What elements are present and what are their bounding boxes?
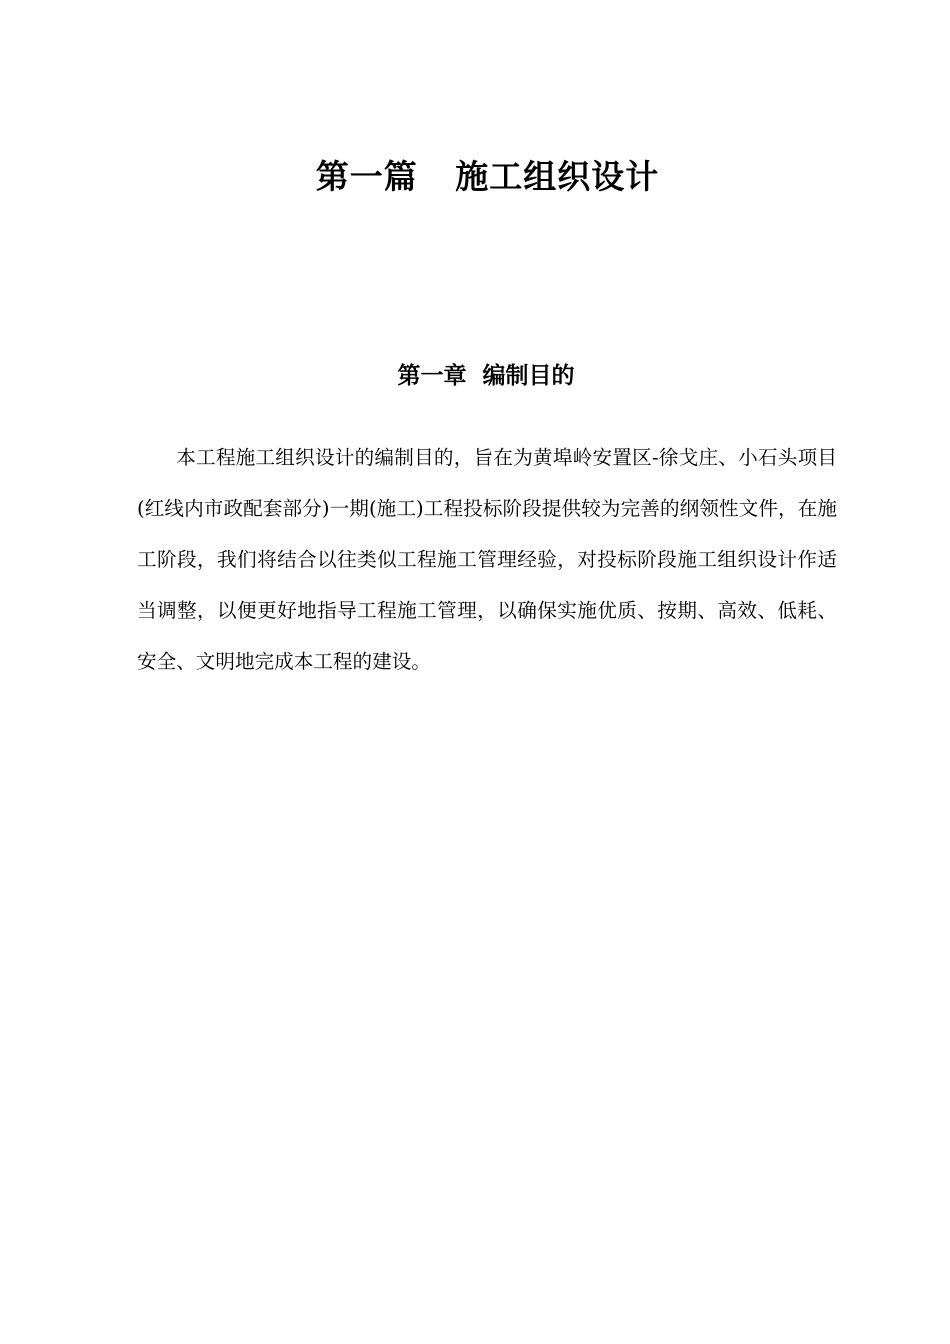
body-paragraph: 本工程施工组织设计的编制目的，旨在为黄埠岭安置区-徐戈庄、小石头项目(红线内市政配套部分)一期(施工)工程投标阶段提供较为完善的纲领性文件，在施工阶段，我们将结合以往类似工程施工管理经验，对投标阶段施工组织设计作适当调整，以便更好地指导工程施工管理，以确保实施优质、按期、高效、低耗、安全、文明地完成本工程的建设。 [137, 446, 837, 673]
chapter-title: 第一章 编制目的 [397, 363, 575, 389]
part-title: 第一篇 施工组织设计 [315, 157, 660, 196]
